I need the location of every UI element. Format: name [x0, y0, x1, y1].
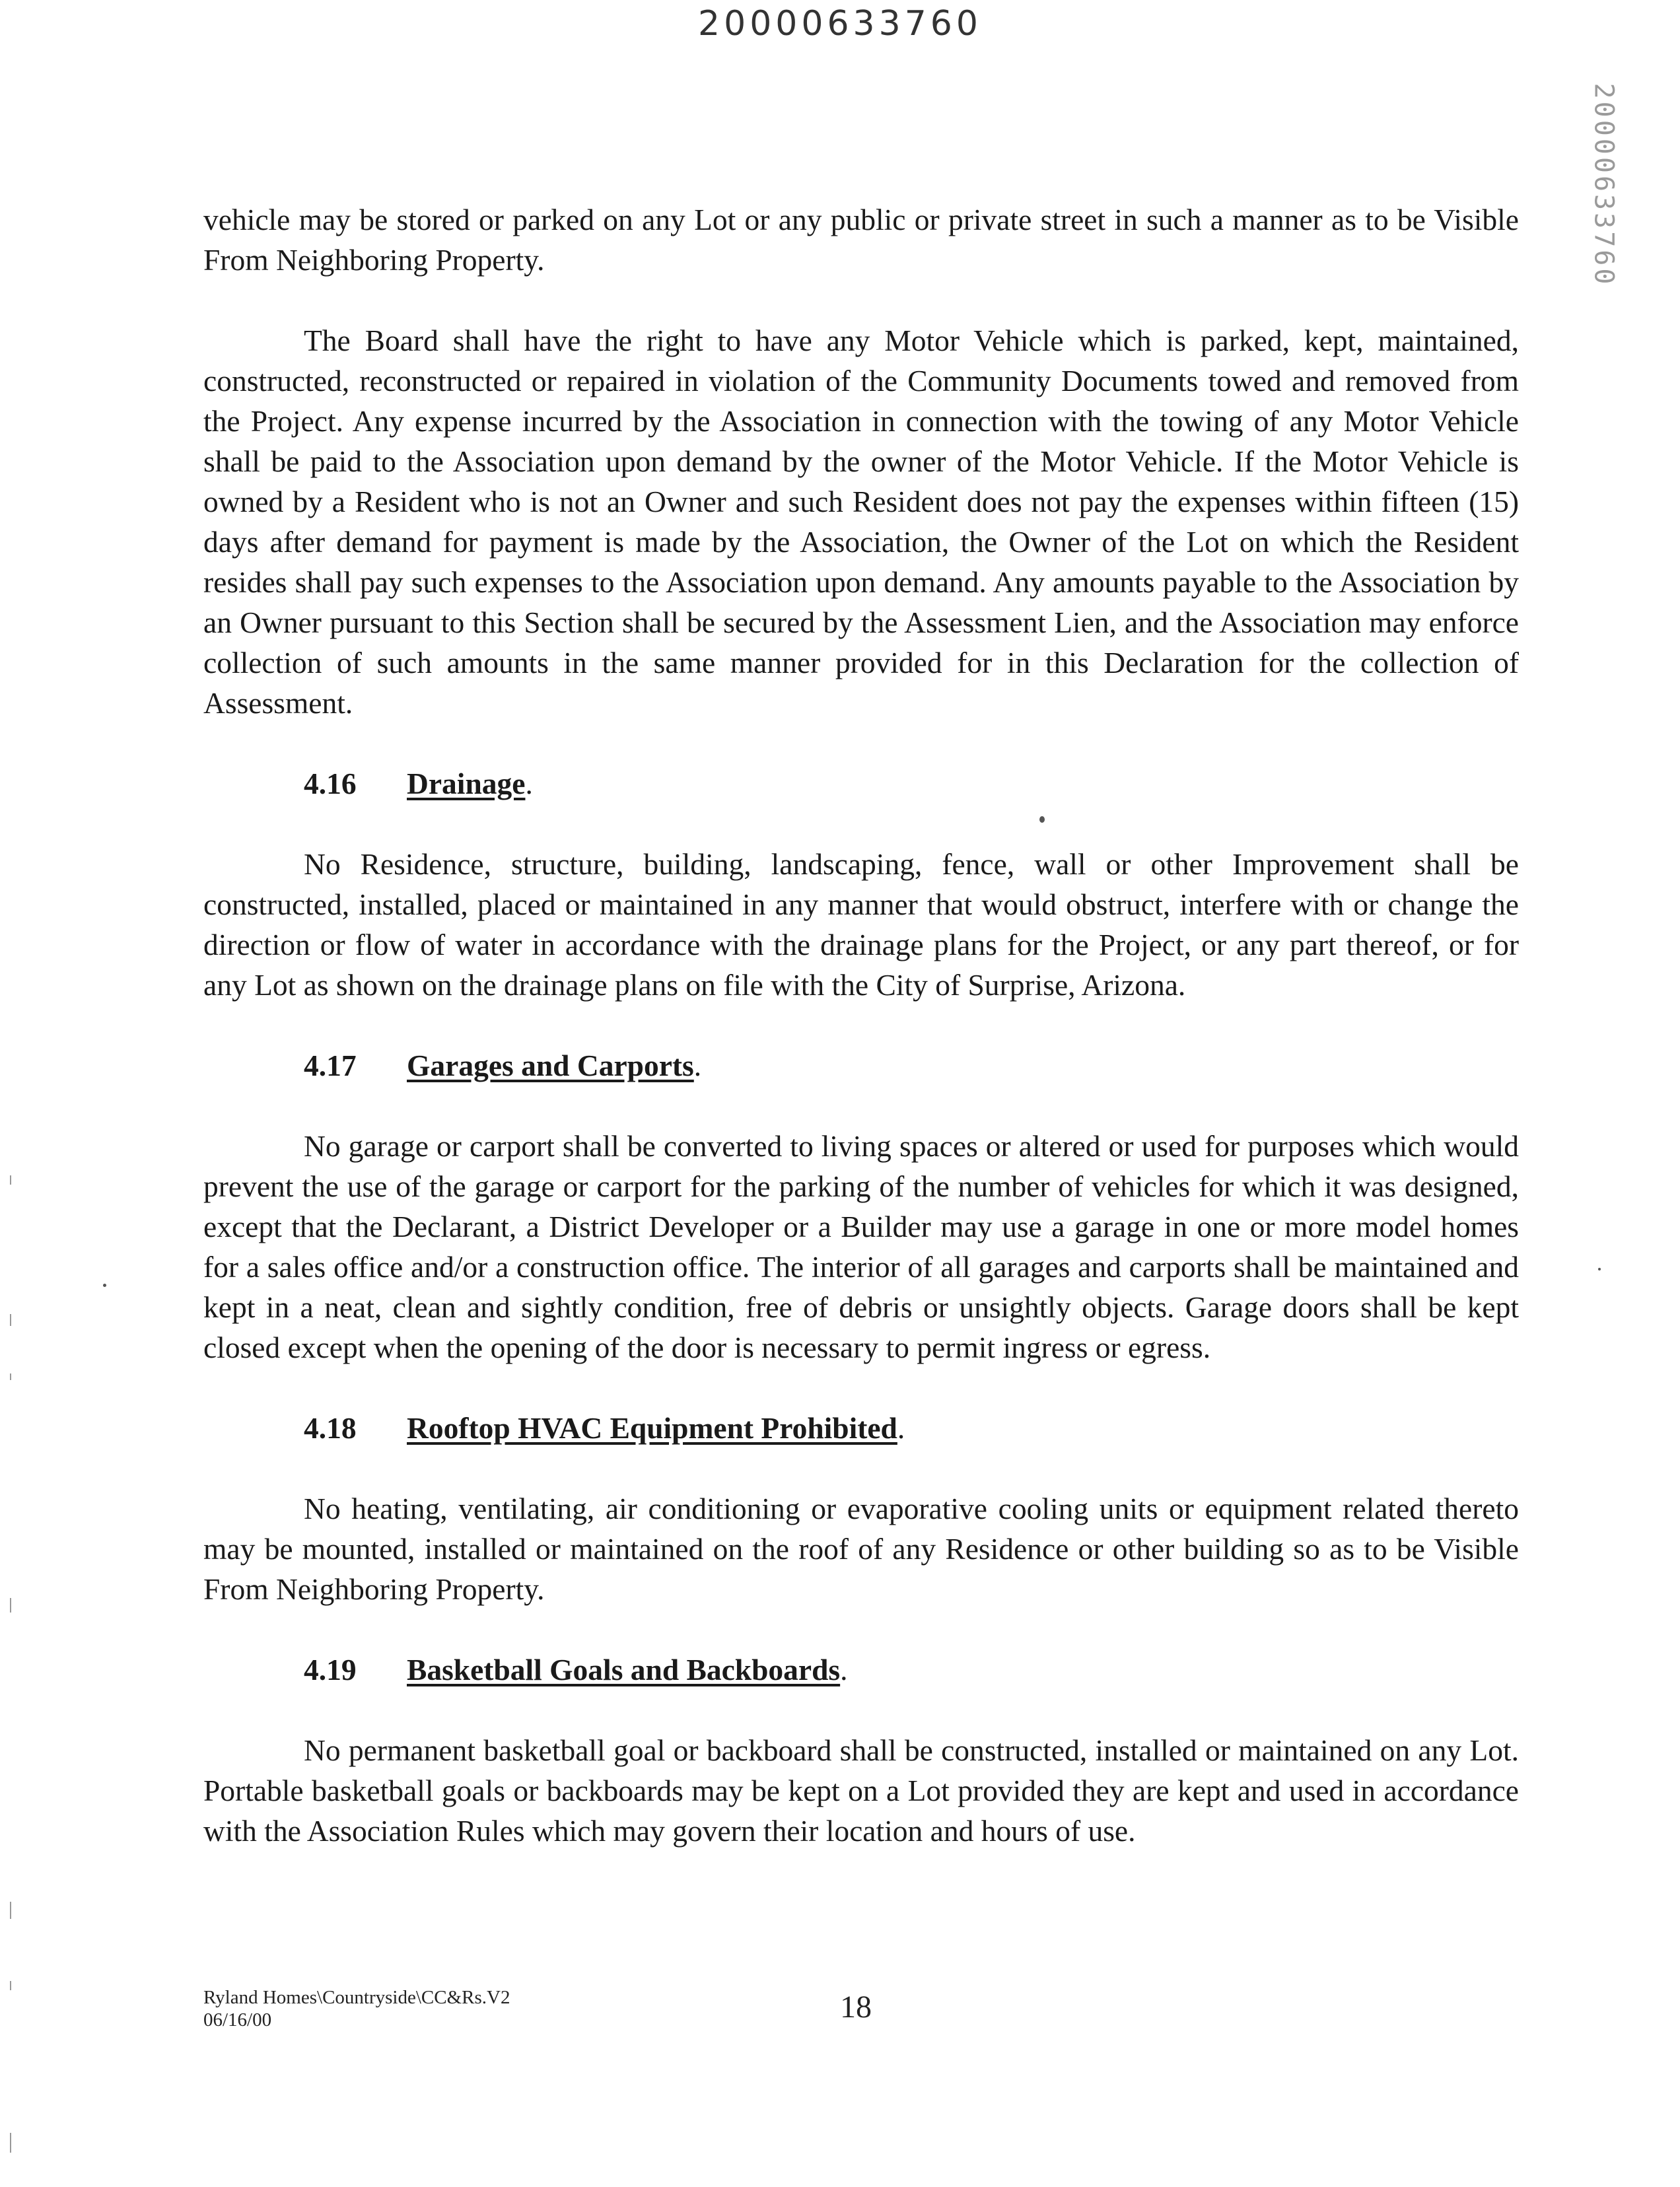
section-title: Drainage: [407, 767, 526, 800]
footer-file-reference: [203, 1986, 510, 2031]
section-number: 4.18: [304, 1411, 357, 1445]
section-heading-garages: 4.17 Garages and Carports.: [203, 1045, 1519, 1086]
intro-paragraph: vehicle may be stored or parked on any Lot or any public or private street in such a manner as to be Visible From Neighboring Property.: [203, 203, 1519, 277]
footer-file-path: Ryland Homes\Countryside\CC&Rs.V2: [203, 1987, 510, 2008]
page-number: 18: [840, 1990, 872, 2025]
section-heading-hvac: 4.18 Rooftop HVAC Equipment Prohibited.: [203, 1408, 1519, 1448]
footer-date: 06/16/00: [203, 2009, 272, 2031]
document-number: 20000633760: [698, 4, 982, 44]
side-stamp-text: 20000633760: [1588, 83, 1619, 287]
scan-speck: [1039, 816, 1045, 823]
section-title: Garages and Carports: [407, 1049, 694, 1082]
board-towing-paragraph: The Board shall have the right to have any Motor Vehicle which is parked, kept, maintained, constructed, reconstructed or repaired in violation of the Community Documents towed and removed from the Project. Any expense incurred by the Association in connection with the towing of any Motor Vehicle shall be paid to the Association upon demand by the owner of the Motor Vehicle. If the Motor Vehicle is owned by a Resident who is not an Owner and such Resident does not pay the expenses within fifteen (15) days after demand for payment is made by the Association, the Owner of the Lot on which the Resident resides shall pay such expenses to the Association upon demand. Any amounts payable to the Association by an Owner pursuant to this Section shall be secured by the Assessment Lien, and the Association may enforce collection of such amounts in the same manner provided for in this Declaration for the collection of Assessment.: [203, 324, 1519, 720]
section-heading-basketball: 4.19 Basketball Goals and Backboards.: [203, 1649, 1519, 1690]
section-text-hvac: No heating, ventilating, air conditioning or evaporative cooling units or equipment related thereto may be mounted, installed or maintained on the roof of any Residence or other building so as to be Visible From Neighboring Property.: [203, 1492, 1519, 1606]
section-number: 4.19: [304, 1653, 357, 1686]
section-number: 4.16: [304, 767, 357, 800]
page-body: [203, 199, 1519, 1851]
section-text-basketball: No permanent basketball goal or backboard shall be constructed, installed or maintained on any Lot. Portable basketball goals or backboards may be kept on a Lot provided they are kept and used in accordance with the Association Rules which may govern their location and hours of use.: [203, 1733, 1519, 1848]
section-number: 4.17: [304, 1049, 357, 1082]
section-text-garages: No garage or carport shall be converted to living spaces or altered or used for purposes which would prevent the use of the garage or carport for the parking of the number of vehicles for which it was designed, except that the Declarant, a District Developer or a Builder may use a garage in one or more model homes for a sales office and/or a construction office. The interior of all garages and carports shall be maintained and kept in a neat, clean and sightly condition, free of debris or unsightly objects. Garage doors shall be kept closed except when the opening of the door is necessary to permit ingress or egress.: [203, 1129, 1519, 1364]
section-title: Basketball Goals and Backboards: [407, 1653, 841, 1686]
section-heading-drainage: 4.16 Drainage.: [203, 763, 1519, 804]
section-text-drainage: No Residence, structure, building, landscaping, fence, wall or other Improvement shall be constructed, installed, placed or maintained in any manner that would obstruct, interfere with or change the direction or flow of water in accordance with the drainage plans for the Project, or any part thereof, or for any Lot as shown on the drainage plans on file with the City of Surprise, Arizona.: [203, 847, 1519, 1002]
scan-speck: [103, 1284, 106, 1287]
scan-margin-marks: [8, 1175, 15, 2166]
scan-speck: [1598, 1268, 1601, 1270]
section-title: Rooftop HVAC Equipment Prohibited: [407, 1411, 897, 1445]
side-stamp: [1577, 83, 1630, 287]
